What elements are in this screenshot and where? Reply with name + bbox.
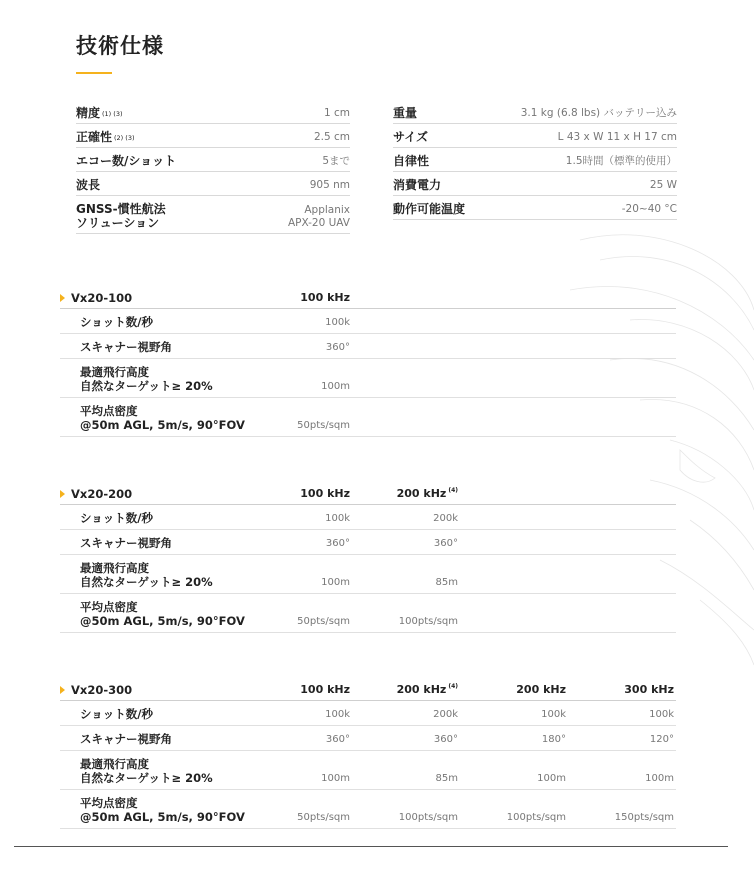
cell-value: 360° xyxy=(325,538,350,549)
cell-value: 100m xyxy=(537,773,566,784)
footnote-marker: (2) (3) xyxy=(114,134,135,142)
row-label: スキャナー視野角 xyxy=(80,340,172,354)
title-accent-bar xyxy=(76,72,112,74)
cell-value: 85m xyxy=(435,773,458,784)
row-label: ショット数/秒 xyxy=(80,511,153,525)
spec-label xyxy=(76,130,135,144)
model-name xyxy=(60,487,132,501)
model-header-row xyxy=(60,484,676,505)
footnote-marker: (1) (3) xyxy=(102,110,123,118)
spec-label xyxy=(76,202,166,230)
spec-row xyxy=(76,124,350,148)
frequency-header-text: 100 kHz xyxy=(300,487,350,500)
model-row-altitude xyxy=(60,359,676,398)
cell-value: 360° xyxy=(325,342,350,353)
row-label: 最適飛行高度 自然なターゲット≥ 20% xyxy=(80,561,213,589)
cell-value: 200k xyxy=(433,709,458,720)
row-label: 最適飛行高度 自然なターゲット≥ 20% xyxy=(80,757,213,785)
spec-label-text: 重量 xyxy=(393,106,418,120)
spec-row xyxy=(76,100,350,124)
row-label: 平均点密度 @50m AGL, 5m/s, 90°FOV xyxy=(80,796,245,824)
spec-row xyxy=(393,148,677,172)
cell-value: 50pts/sqm xyxy=(297,420,350,431)
row-label: スキャナー視野角 xyxy=(80,536,172,550)
model-row-shots xyxy=(60,309,676,334)
spec-label xyxy=(393,154,429,168)
cell-value: 100k xyxy=(541,709,566,720)
spec-value: 5まで xyxy=(322,155,350,167)
model-name xyxy=(60,683,132,697)
spec-value: 2.5 cm xyxy=(313,131,350,143)
model-table-vx20-100 xyxy=(60,288,676,437)
frequency-header xyxy=(230,683,350,696)
frequency-header xyxy=(338,683,458,696)
cell-value: 100m xyxy=(321,381,350,392)
model-table-vx20-200 xyxy=(60,484,676,633)
spec-value: 25 W xyxy=(649,179,677,191)
footnote-marker: (4) xyxy=(448,683,458,690)
model-name-text: Vx20-100 xyxy=(71,291,133,305)
spec-label-text: 正確性 xyxy=(76,130,113,144)
spec-row xyxy=(76,172,350,196)
spec-label-text: GNSS-慣性航法 ソリューション xyxy=(76,202,166,230)
cell-value: 120° xyxy=(649,734,674,745)
row-label: 平均点密度 @50m AGL, 5m/s, 90°FOV xyxy=(80,600,245,628)
spec-row xyxy=(393,172,677,196)
spec-row xyxy=(393,100,677,124)
model-name-text: Vx20-200 xyxy=(71,487,133,501)
spec-row xyxy=(393,196,677,220)
spec-row xyxy=(76,196,350,234)
frequency-header-text: 300 kHz xyxy=(624,683,674,696)
frequency-header xyxy=(230,291,350,304)
spec-label xyxy=(393,130,428,144)
frequency-header xyxy=(554,683,674,696)
model-header-row xyxy=(60,288,676,309)
cell-value: 180° xyxy=(541,734,566,745)
frequency-header-text: 100 kHz xyxy=(300,683,350,696)
cell-value: 100k xyxy=(325,513,350,524)
cell-value: 100pts/sqm xyxy=(506,812,566,823)
spec-value: L 43 x W 11 x H 17 cm xyxy=(557,131,677,143)
model-row-fov xyxy=(60,530,676,555)
cell-value: 150pts/sqm xyxy=(614,812,674,823)
spec-label xyxy=(76,154,176,168)
cell-value: 100m xyxy=(321,577,350,588)
spec-label xyxy=(76,178,100,192)
row-label: 平均点密度 @50m AGL, 5m/s, 90°FOV xyxy=(80,404,245,432)
spec-table-left xyxy=(76,100,350,234)
spec-label-text: 精度 xyxy=(76,106,101,120)
spec-label-text: 動作可能温度 xyxy=(393,202,466,216)
frequency-header-text: 100 kHz xyxy=(300,291,350,304)
frequency-header-text: 200 kHz xyxy=(516,683,566,696)
model-header-row xyxy=(60,680,676,701)
spec-value: 3.1 kg (6.8 lbs) バッテリー込み xyxy=(520,107,677,119)
spec-label-text: サイズ xyxy=(393,130,429,144)
model-row-fov xyxy=(60,726,676,751)
model-name-text: Vx20-300 xyxy=(71,683,133,697)
spec-label-text: 波長 xyxy=(76,178,101,192)
cell-value: 100pts/sqm xyxy=(398,812,458,823)
frequency-header-text: 200 kHz xyxy=(396,487,447,500)
spec-row xyxy=(76,148,350,172)
cell-value: 50pts/sqm xyxy=(297,616,350,627)
cell-value: 100m xyxy=(645,773,674,784)
spec-label-text: 自律性 xyxy=(393,154,430,168)
frequency-header xyxy=(338,487,458,500)
spec-value: Applanix APX-20 UAV xyxy=(287,204,350,229)
spec-label xyxy=(393,202,465,216)
cell-value: 100m xyxy=(321,773,350,784)
row-label: ショット数/秒 xyxy=(80,707,153,721)
cell-value: 100pts/sqm xyxy=(398,616,458,627)
cell-value: 100k xyxy=(325,317,350,328)
spec-label xyxy=(393,106,417,120)
model-name xyxy=(60,291,132,305)
frequency-header xyxy=(230,487,350,500)
row-label: スキャナー視野角 xyxy=(80,732,172,746)
row-label: ショット数/秒 xyxy=(80,315,153,329)
model-row-density xyxy=(60,594,676,633)
spec-value: 1.5時間（標準的使用） xyxy=(565,155,677,167)
model-table-vx20-300 xyxy=(60,680,676,829)
cell-value: 100k xyxy=(649,709,674,720)
cell-value: 200k xyxy=(433,513,458,524)
model-row-altitude xyxy=(60,751,676,790)
spec-table-right xyxy=(393,100,677,220)
model-row-altitude xyxy=(60,555,676,594)
footnote-marker: (4) xyxy=(448,487,458,494)
spec-label-text: 消費電力 xyxy=(393,178,442,192)
spec-label xyxy=(393,178,441,192)
spec-value: 905 nm xyxy=(309,179,350,191)
model-row-density xyxy=(60,398,676,437)
triangle-bullet-icon xyxy=(60,294,65,302)
frequency-header xyxy=(446,683,566,696)
model-row-shots xyxy=(60,701,676,726)
triangle-bullet-icon xyxy=(60,686,65,694)
page-bottom-rule xyxy=(14,846,728,847)
model-row-shots xyxy=(60,505,676,530)
spec-value: -20~40 °C xyxy=(621,203,677,215)
model-row-fov xyxy=(60,334,676,359)
spec-label xyxy=(76,106,123,120)
spec-value: 1 cm xyxy=(323,107,350,119)
spec-label-text: エコー数/ショット xyxy=(76,154,177,168)
frequency-header-text: 200 kHz xyxy=(396,683,447,696)
cell-value: 100k xyxy=(325,709,350,720)
model-row-density xyxy=(60,790,676,829)
cell-value: 360° xyxy=(433,734,458,745)
cell-value: 50pts/sqm xyxy=(297,812,350,823)
cell-value: 360° xyxy=(325,734,350,745)
spec-row xyxy=(393,124,677,148)
triangle-bullet-icon xyxy=(60,490,65,498)
row-label: 最適飛行高度 自然なターゲット≥ 20% xyxy=(80,365,213,393)
cell-value: 85m xyxy=(435,577,458,588)
page-title: 技術仕様 xyxy=(76,34,164,58)
cell-value: 360° xyxy=(433,538,458,549)
